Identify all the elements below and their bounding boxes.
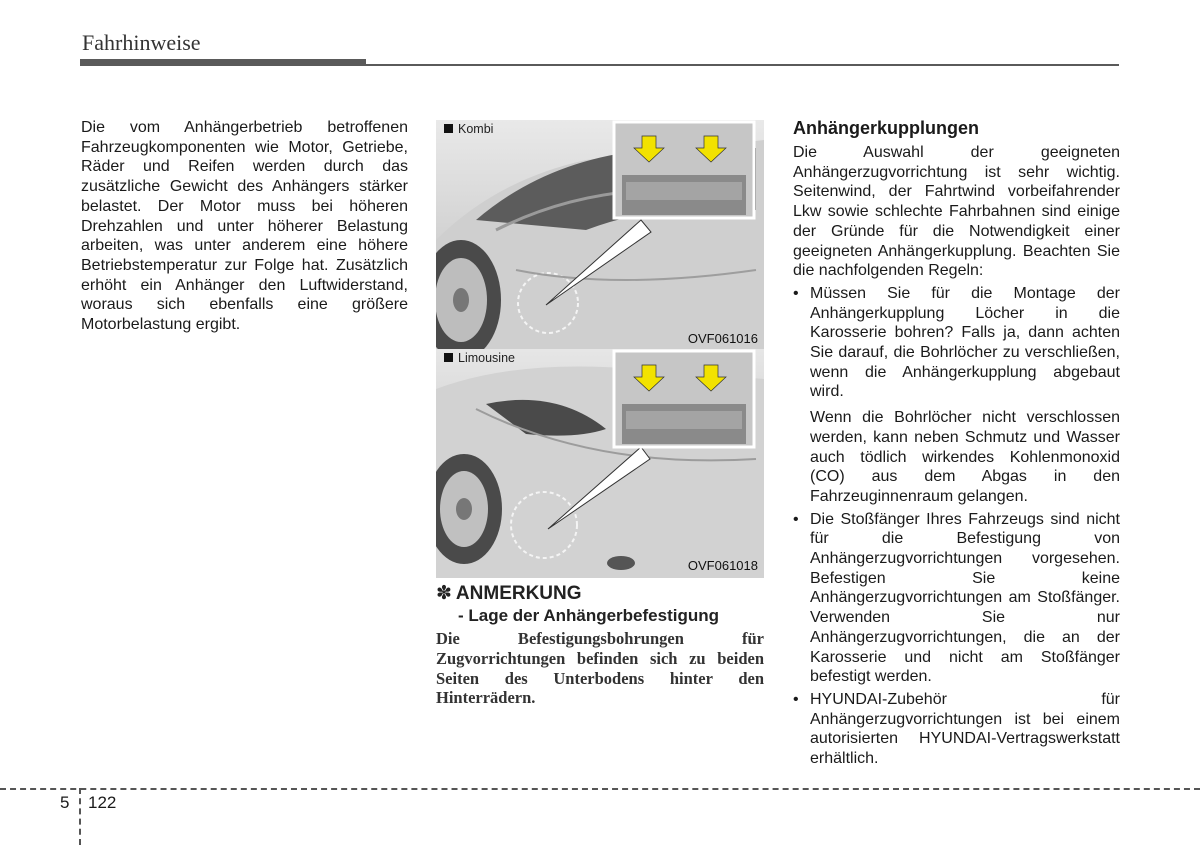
left-column-paragraph: Die vom Anhängerbetrieb betroffenen Fahrzeugkomponenten wie Motor, Getriebe, Räder und Reifen werden durch das zusätzliche Gewicht des Anhängers stärker belastet. Der Motor muss bei höheren Drehzahlen und unter höherer Belastung arbeiten, was unter anderem eine höhere Betriebstemperatur zur Folge hat. Zusätzlich erhöht ein Anhänger den Luftwiderstand, woraus sich ebenfalls eine größere Motorbelastung ergibt. <box>81 119 408 334</box>
figure-code-limousine: OVF061018 <box>687 558 758 573</box>
list-item <box>793 690 1120 769</box>
list-item-text: • HYUNDAI-Zubehör für Anhängerzugvorrichtungen ist bei einem autorisierten HYUNDAI-Vertragswerkstatt erhältlich. <box>810 690 1120 768</box>
note-box <box>436 583 764 708</box>
footer-divider <box>0 788 1200 790</box>
footer-divider-vertical <box>79 788 81 845</box>
header-rule <box>80 59 366 66</box>
bullet-list <box>793 284 1120 769</box>
figure-label-limousine <box>442 349 517 367</box>
figure-label-kombi <box>442 120 495 138</box>
note-heading-text: ANMERKUNG <box>455 583 582 604</box>
figure-limousine <box>436 349 764 578</box>
header-rule-line <box>366 64 1119 66</box>
section-intro: Die Auswahl der geeigneten Anhängerzugvorrichtung ist sehr wichtig. Seitenwind, der Fahrtwind vorbeifahrender Lkw sowie schlechte Fahrbahnen sind einige der Gründe für die Notwendigkeit einer geeigneten Anhängerkupplung. Beachten Sie die nachfolgenden Regeln: <box>793 144 1120 280</box>
note-heading <box>436 583 764 605</box>
note-star-icon: ✽ <box>436 583 452 604</box>
chapter-number: 5 <box>60 793 70 812</box>
list-item-text: • Müssen Sie für die Montage der Anhängerkupplung Löcher in die Karosserie bohren? Falls ja, dann achten Sie darauf, die Bohrlöcher zu verschließen, wenn die Anhängerkupplung abgebaut wird. <box>810 284 1120 401</box>
figure-code-kombi: OVF061016 <box>687 331 758 346</box>
list-item-extra-text: Wenn die Bohrlöcher nicht verschlossen werden, kann neben Schmutz und Wasser auch tödlich wirkendes Kohlenmonoxid (CO) aus dem Abgas in den Fahrzeuginnenraum gelangen. <box>810 409 1120 505</box>
kombi-car-illustration <box>436 120 764 351</box>
list-item <box>793 510 1120 687</box>
note-subheading: - Lage der Anhängerbefestigung <box>458 606 720 625</box>
list-item-text: • Die Stoßfänger Ihres Fahrzeugs sind nicht für die Befestigung von Anhängerzugvorrichtungen vorgesehen. Befestigen Sie keine Anhängerzugvorrichtungen am Stoßfänger. Verwenden Sie nur Anhängerzugvorrichtungen, die an der Karosserie und nicht am Stoßfänger befestigt werden. <box>810 510 1120 686</box>
section-heading: Anhängerkupplungen <box>793 118 979 138</box>
right-column <box>793 117 1120 769</box>
square-icon <box>444 124 453 133</box>
figure-kombi <box>436 120 764 351</box>
square-icon <box>444 353 453 362</box>
limousine-car-illustration <box>436 349 764 578</box>
page-header-title: Fahrhinweise <box>82 30 201 55</box>
list-item <box>793 284 1120 507</box>
page-number: 122 <box>88 793 117 812</box>
figure-label-text: Kombi <box>458 122 494 136</box>
figure-label-text: Limousine <box>458 351 515 365</box>
note-text: Die Befestigungsbohrungen für Zugvorrichtungen befinden sich zu beiden Seiten des Unterbodens hinter den Hinterrädern. <box>436 629 764 708</box>
